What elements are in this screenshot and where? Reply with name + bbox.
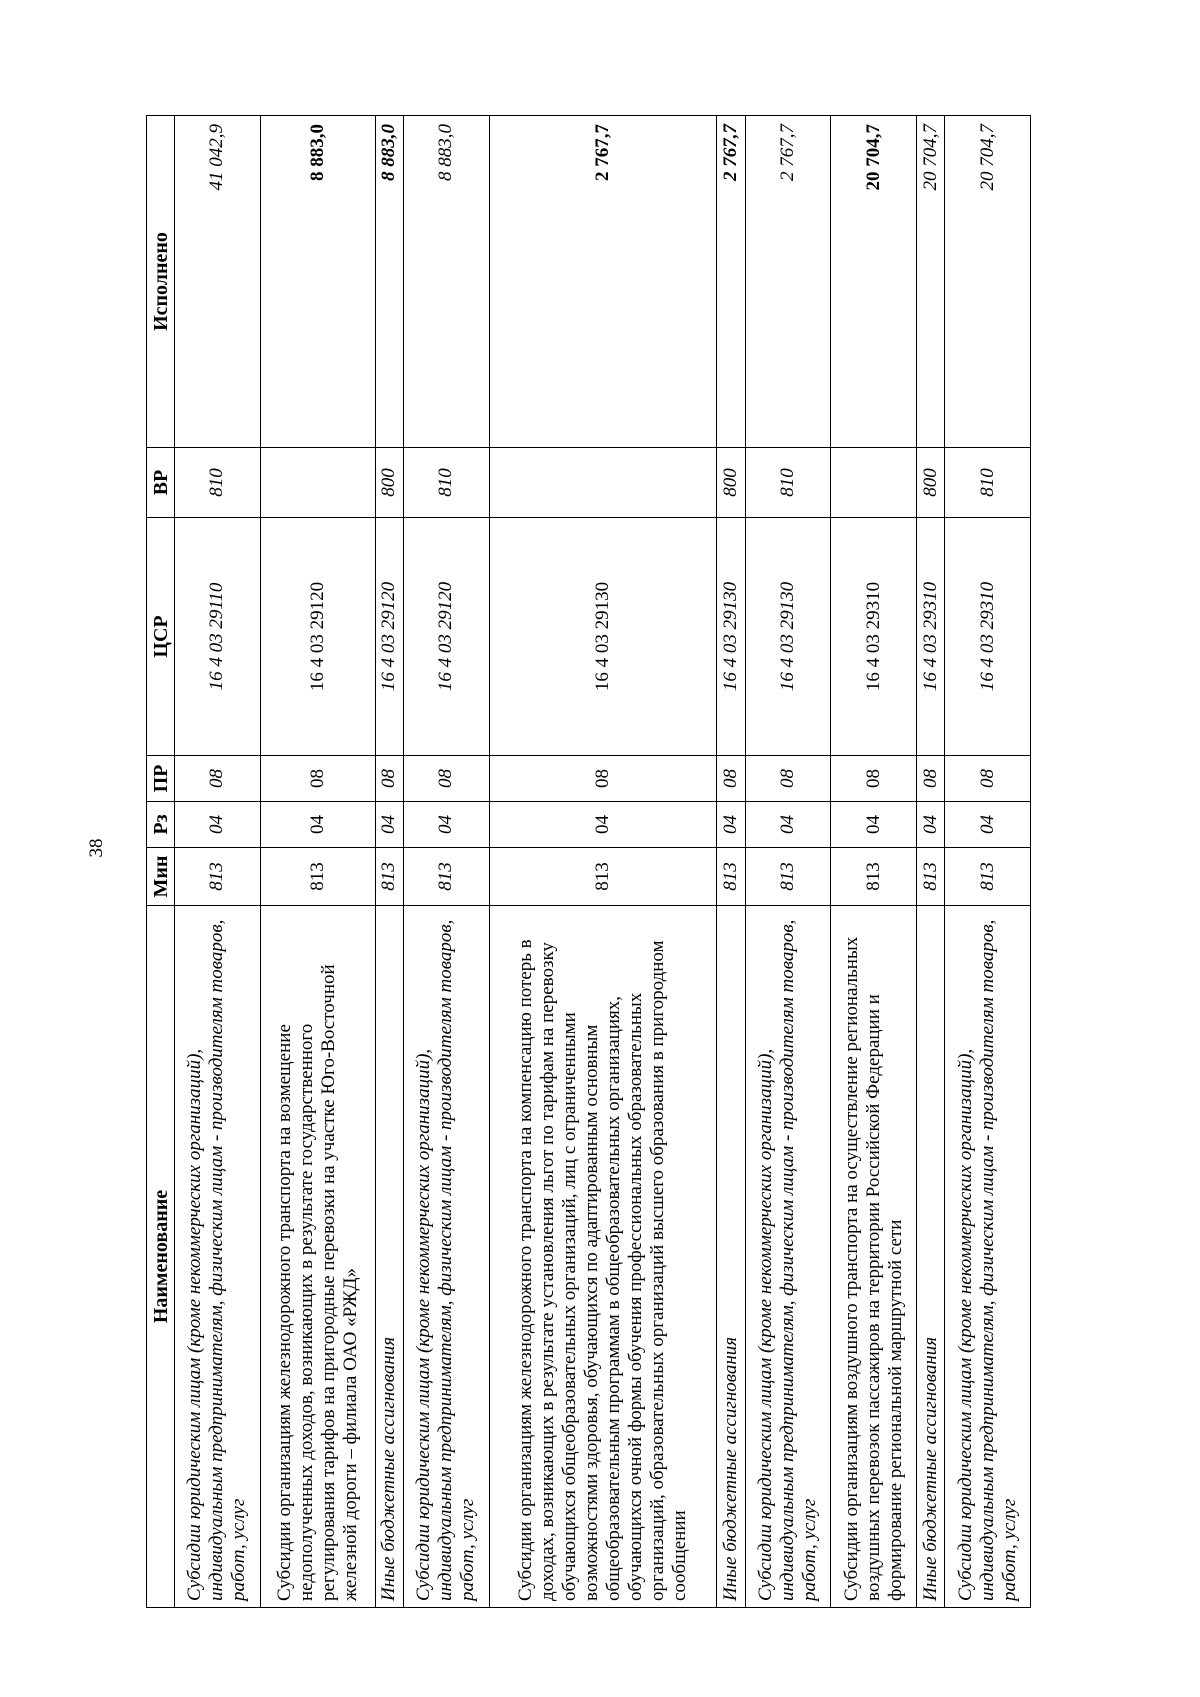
row-csr: 16 4 03 29130 <box>717 518 745 756</box>
row-csr: 16 4 03 29130 <box>489 518 717 756</box>
row-name: Субсидии юридическим лицам (кроме некоммерческих организаций), индивидуальным предпринимателям, физическим лицам - производителям товаров, работ, услуг <box>945 906 1031 1608</box>
header-name: Наименование <box>147 906 175 1608</box>
row-amount: 8 883,0 <box>260 116 375 448</box>
row-name: Иные бюджетные ассигнования <box>917 906 945 1608</box>
row-rz: 04 <box>917 802 945 848</box>
row-csr: 16 4 03 29120 <box>403 518 489 756</box>
row-name: Субсидии организациям железнодорожного транспорта на компенсацию потерь в доходах, возникающих в результате установления льгот по тарифам на перевозку обучающихся общеобразовательных организаций, лиц с ограниченными возможностями здоровья, обучающихся по адаптированным основным общеобразовательным программам в общеобразовательных организациях, обучающихся очной формы обучения профессиональных образовательных организаций, образовательных организаций высшего образования в пригородном сообщении <box>489 906 717 1608</box>
row-rz: 04 <box>745 802 831 848</box>
row-vr: 810 <box>175 448 261 518</box>
table-row <box>717 116 745 1608</box>
row-min: 813 <box>175 848 261 906</box>
table-row <box>403 116 489 1608</box>
row-pr: 08 <box>489 756 717 802</box>
row-vr: 810 <box>745 448 831 518</box>
header-vr: ВР <box>147 448 175 518</box>
table-row <box>831 116 917 1608</box>
row-name: Субсидии организациям воздушного транспорта на осуществление региональных воздушных перевозок пассажиров на территории Российской Федерации и формирование региональной маршрутной сети <box>831 906 917 1608</box>
row-rz: 04 <box>489 802 717 848</box>
row-rz: 04 <box>375 802 403 848</box>
header-csr: ЦСР <box>147 518 175 756</box>
row-csr: 16 4 03 29130 <box>745 518 831 756</box>
row-vr: 810 <box>945 448 1031 518</box>
row-csr: 16 4 03 29120 <box>375 518 403 756</box>
row-pr: 08 <box>917 756 945 802</box>
budget-table <box>146 115 1031 1608</box>
row-min: 813 <box>717 848 745 906</box>
row-vr <box>831 448 917 518</box>
table-row <box>917 116 945 1608</box>
table-header-row <box>147 116 175 1608</box>
row-csr: 16 4 03 29120 <box>260 518 375 756</box>
row-amount: 8 883,0 <box>375 116 403 448</box>
row-vr: 800 <box>917 448 945 518</box>
row-amount: 2 767,7 <box>717 116 745 448</box>
row-min: 813 <box>375 848 403 906</box>
row-amount: 20 704,7 <box>945 116 1031 448</box>
table-row <box>489 116 717 1608</box>
row-vr <box>260 448 375 518</box>
row-rz: 04 <box>831 802 917 848</box>
row-amount: 2 767,7 <box>745 116 831 448</box>
row-csr: 16 4 03 29310 <box>831 518 917 756</box>
row-amount: 8 883,0 <box>403 116 489 448</box>
row-csr: 16 4 03 29310 <box>917 518 945 756</box>
row-amount: 2 767,7 <box>489 116 717 448</box>
row-name: Субсидии юридическим лицам (кроме некоммерческих организаций), индивидуальным предпринимателям, физическим лицам - производителям товаров, работ, услуг <box>175 906 261 1608</box>
row-pr: 08 <box>175 756 261 802</box>
row-min: 813 <box>917 848 945 906</box>
table-row <box>745 116 831 1608</box>
row-min: 813 <box>945 848 1031 906</box>
table-row <box>375 116 403 1608</box>
row-amount: 20 704,7 <box>831 116 917 448</box>
row-rz: 04 <box>260 802 375 848</box>
table-row <box>175 116 261 1608</box>
header-min: Мин <box>147 848 175 906</box>
table-row <box>945 116 1031 1608</box>
row-min: 813 <box>489 848 717 906</box>
row-rz: 04 <box>403 802 489 848</box>
row-min: 813 <box>403 848 489 906</box>
row-pr: 08 <box>260 756 375 802</box>
row-min: 813 <box>831 848 917 906</box>
row-pr: 08 <box>717 756 745 802</box>
row-pr: 08 <box>403 756 489 802</box>
row-name: Субсидии юридическим лицам (кроме некоммерческих организаций), индивидуальным предпринимателям, физическим лицам - производителям товаров, работ, услуг <box>403 906 489 1608</box>
row-pr: 08 <box>945 756 1031 802</box>
row-name: Субсидии юридическим лицам (кроме некоммерческих организаций), индивидуальным предпринимателям, физическим лицам - производителям товаров, работ, услуг <box>745 906 831 1608</box>
table-row <box>260 116 375 1608</box>
row-pr: 08 <box>831 756 917 802</box>
row-name: Субсидии организациям железнодорожного транспорта на возмещение недополученных доходов, возникающих в результате государственного регулирования тарифов на пригородные перевозки на участке Юго-Восточной железной дороги – филиала ОАО «РЖД» <box>260 906 375 1608</box>
header-rz: Рз <box>147 802 175 848</box>
header-amount: Исполнено <box>147 116 175 448</box>
header-pr: ПР <box>147 756 175 802</box>
row-name: Иные бюджетные ассигнования <box>717 906 745 1608</box>
row-min: 813 <box>260 848 375 906</box>
row-amount: 41 042,9 <box>175 116 261 448</box>
row-vr: 810 <box>403 448 489 518</box>
row-vr: 800 <box>717 448 745 518</box>
row-rz: 04 <box>945 802 1031 848</box>
row-pr: 08 <box>375 756 403 802</box>
row-pr: 08 <box>745 756 831 802</box>
row-rz: 04 <box>175 802 261 848</box>
row-csr: 16 4 03 29110 <box>175 518 261 756</box>
row-csr: 16 4 03 29310 <box>945 518 1031 756</box>
row-rz: 04 <box>717 802 745 848</box>
page-number: 38 <box>86 838 107 858</box>
row-name: Иные бюджетные ассигнования <box>375 906 403 1608</box>
rotated-table-container <box>146 116 1031 1608</box>
row-amount: 20 704,7 <box>917 116 945 448</box>
row-vr: 800 <box>375 448 403 518</box>
row-min: 813 <box>745 848 831 906</box>
row-vr <box>489 448 717 518</box>
